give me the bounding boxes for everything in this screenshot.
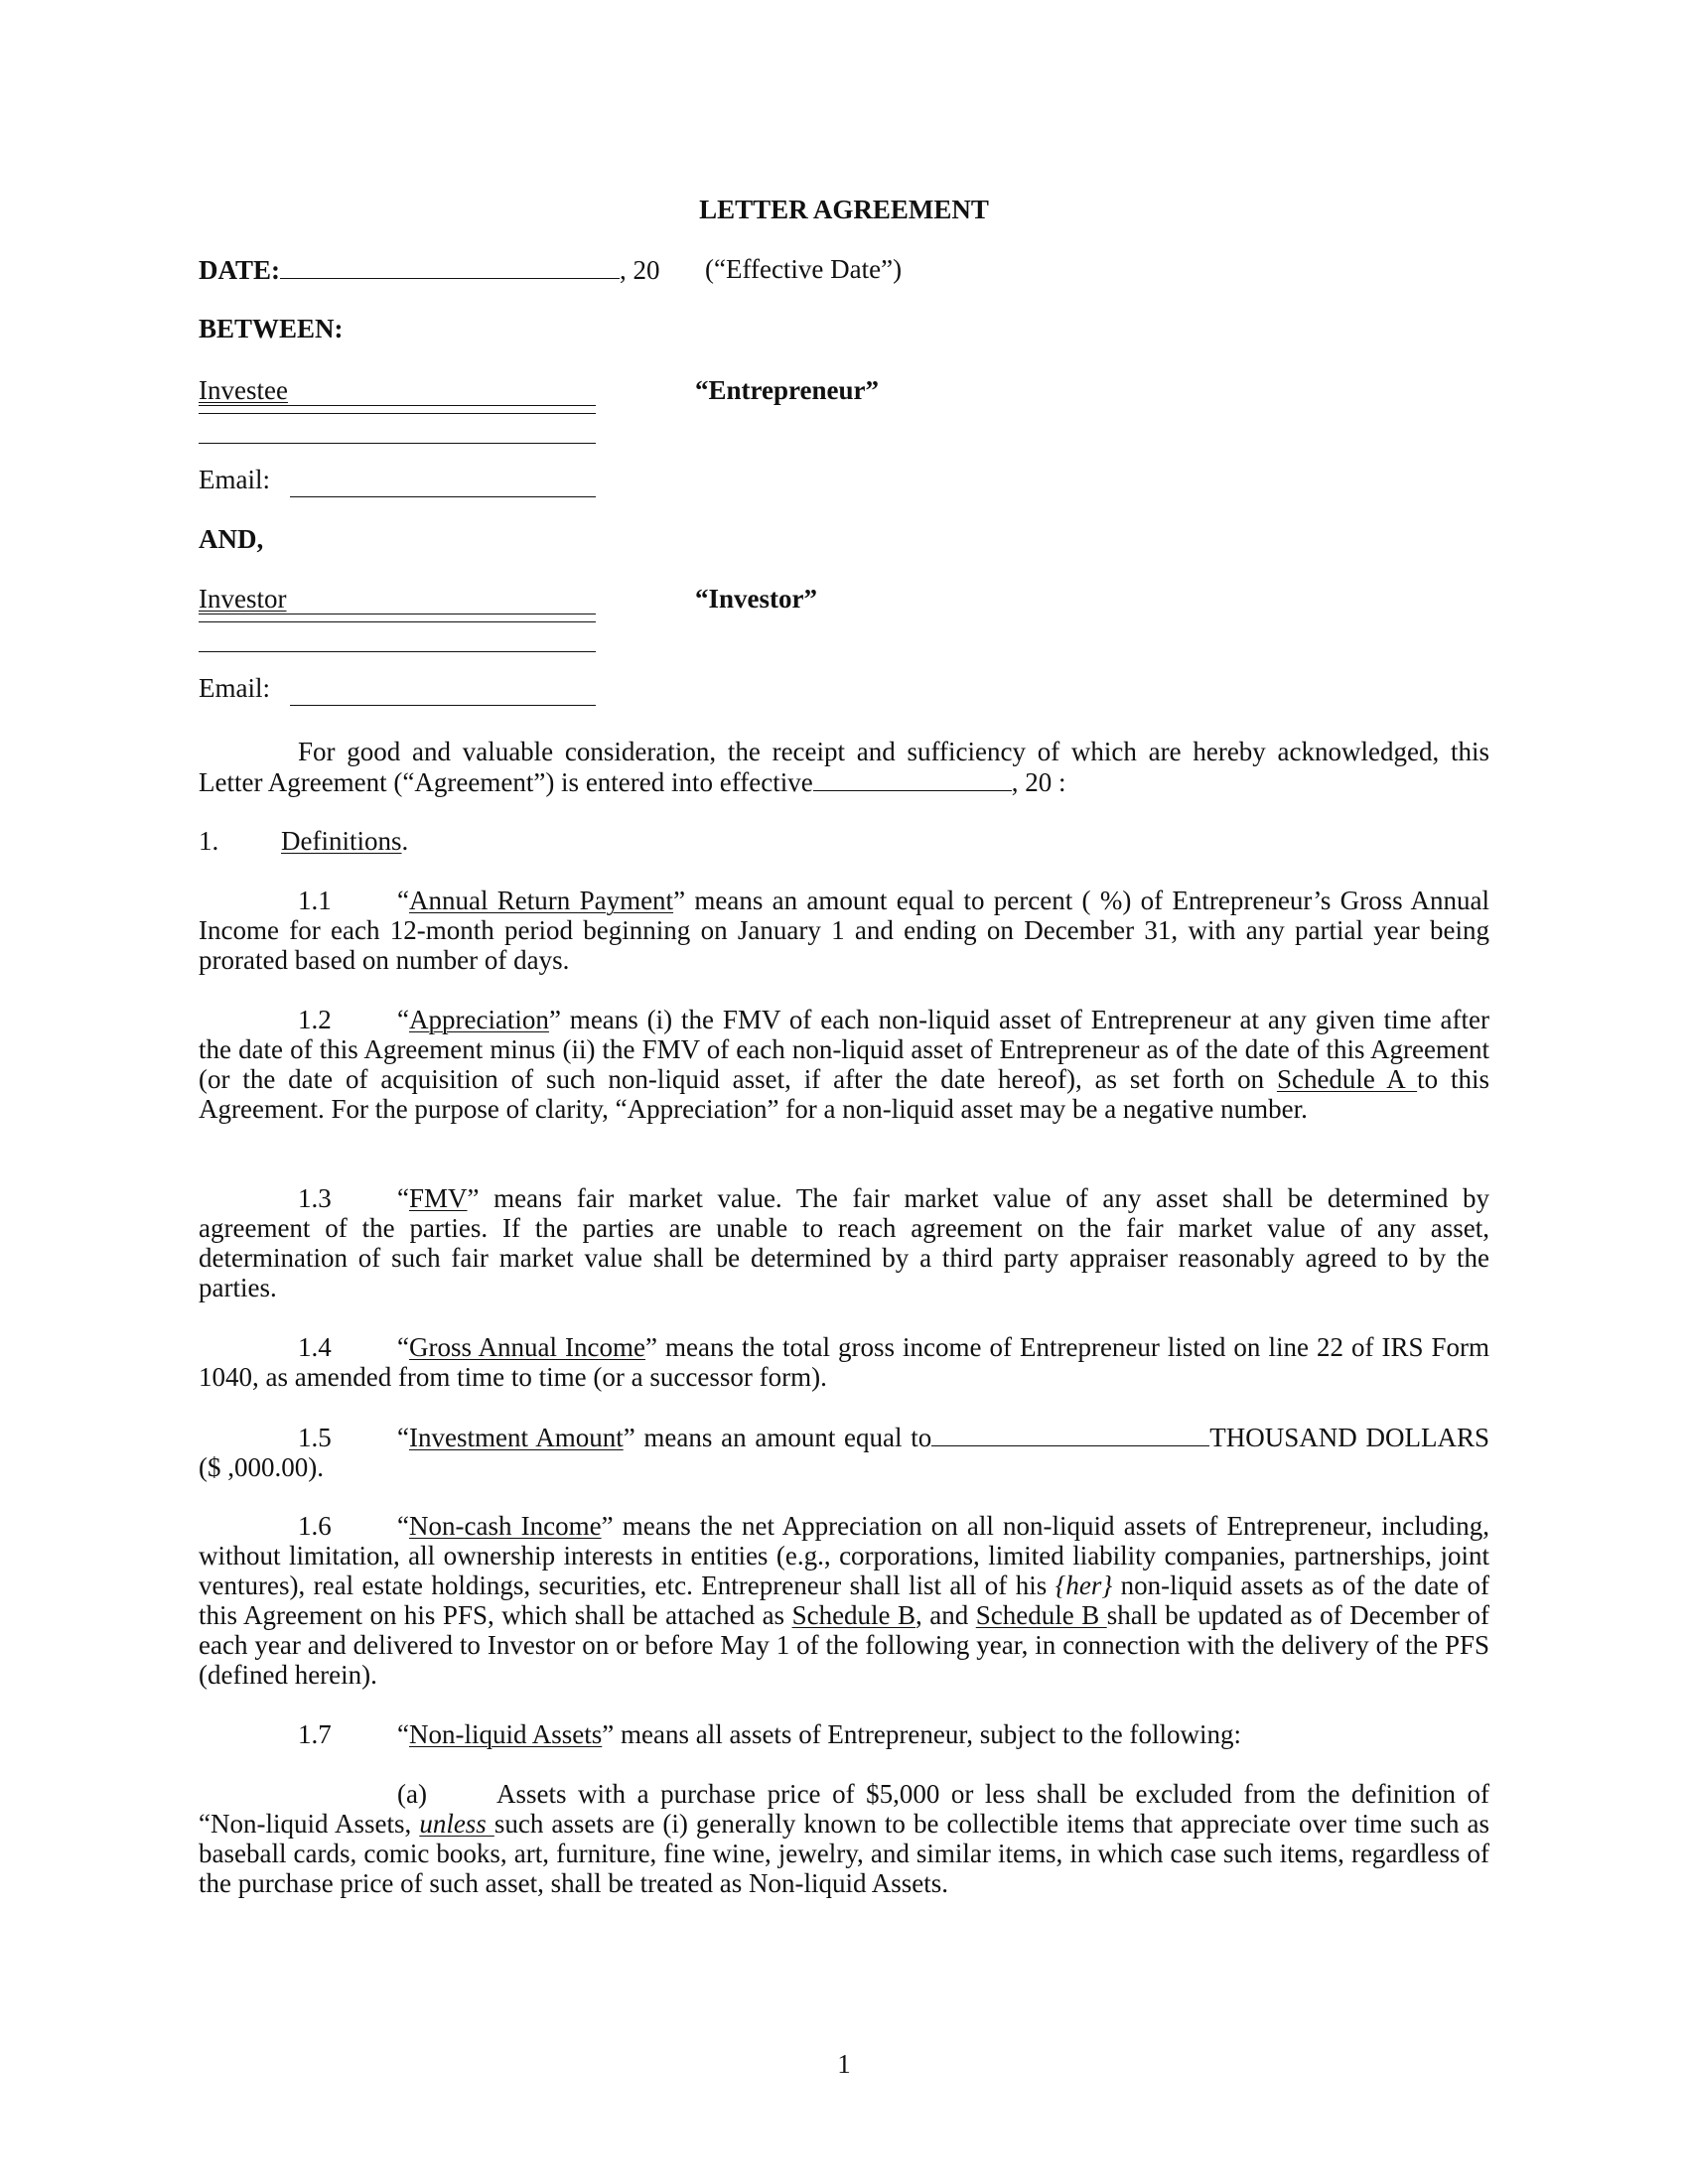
investor-name: Investor	[199, 584, 287, 614]
between-label: BETWEEN:	[199, 314, 344, 343]
date-label: DATE:	[199, 255, 281, 285]
entrepreneur-address-line-1[interactable]	[199, 413, 596, 414]
term-investment-amount: Investment Amount	[408, 1423, 624, 1452]
date-blank[interactable]	[280, 254, 620, 279]
investor-name-line[interactable]	[199, 584, 596, 614]
investment-amount-blank[interactable]	[931, 1422, 1209, 1446]
definition-1-7: 1.7 “Non-liquid Assets” means all assets of Entrepreneur, subject to the following:	[298, 1719, 1241, 1749]
entrepreneur-address-line-2[interactable]	[199, 443, 596, 444]
term-appreciation: Appreciation	[408, 1005, 549, 1034]
definition-1-6: 1.6 “Non-cash Income” means the net Appreciation on all non-liquid assets of Entrepreneur, including, without limitation, all ownership interests in entities (e.g., corporations, limited liability companies, partnerships, joint ventures), real estate holdings, securities, etc. Entrepreneur shall list all of his {her} non-liquid assets as of the date of this Agreement on his PFS, which shall be attached as Schedule B, and Schedule B shall be updated as of December of each year and delivered to Investor on or before May 1 of the following year, in connection with the delivery of the PFS (defined herein).	[199, 1511, 1489, 1690]
document-title: LETTER AGREEMENT	[699, 195, 989, 224]
definition-1-7-a: (a) Assets with a purchase price of $5,000 or less shall be excluded from the definition of “Non-liquid Assets, unless such assets are (i) generally known to be collectible items that appreciate over time such as baseball cards, comic books, art, furniture, fine wine, jewelry, and similar items, in which case such items, regardless of the purchase price of such asset, shall be treated as Non-liquid Assets.	[199, 1779, 1490, 1898]
investor-role: “Investor”	[695, 584, 817, 614]
definition-1-2: 1.2 “Appreciation” means (i) the FMV of each non-liquid asset of Entrepreneur at any given time after the date of this Agreement minus (ii) the FMV of each non-liquid asset of Entrepreneur as of the date of this Agreement (or the date of acquisition of such non-liquid asset, if after the date hereof), as set forth on Schedule A to this Agreement. For the purpose of clarity, “Appreciation” for a non-liquid asset may be a negative number.	[199, 1005, 1489, 1124]
definition-1-1: 1.1 “Annual Return Payment” means an amount equal to percent ( %) of Entrepreneur’s Gross Annual Income for each 12-month period beginning on January 1 and ending on December 31, with any partial year being prorated based on number of days.	[199, 886, 1489, 975]
entrepreneur-name: Investee	[199, 375, 288, 405]
intro-paragraph: For good and valuable consideration, the receipt and sufficiency of which are hereby acknowledged, this Letter Agreement (“Agreement”) is entered into effective , 20 :	[199, 737, 1489, 797]
schedule-b-reference: Schedule B	[791, 1600, 916, 1630]
her-placeholder: {her}	[1055, 1570, 1113, 1600]
effective-date-label: (“Effective Date”)	[705, 254, 903, 284]
effective-date-blank[interactable]	[813, 766, 1012, 791]
definition-1-3: 1.3 “FMV” means fair market value. The fair market value of any asset shall be determined by agreement of the parties. If the parties are unable to reach agreement on the fair market value of any asset, determination of such fair market value shall be determined by a third party appraiser reasonably agreed to by the parties.	[199, 1183, 1489, 1302]
term-annual-return-payment: Annual Return Payment	[408, 886, 674, 915]
term-gross-annual-income: Gross Annual Income	[408, 1332, 645, 1362]
definition-1-4: 1.4 “Gross Annual Income” means the total gross income of Entrepreneur listed on line 22 of IRS Form 1040, as amended from time to time (or a successor form).	[199, 1332, 1489, 1392]
definition-1-5: 1.5 “Investment Amount” means an amount equal to THOUSAND DOLLARS ($ ,000.00).	[199, 1423, 1490, 1482]
date-year: , 20	[620, 255, 660, 285]
and-label: AND,	[199, 524, 264, 554]
document-page	[199, 0, 1489, 2184]
term-fmv: FMV	[408, 1183, 468, 1213]
section-1-heading: 1. Definitions.	[199, 826, 409, 856]
term-non-cash-income: Non-cash Income	[408, 1511, 602, 1541]
entrepreneur-name-line[interactable]	[199, 375, 596, 406]
investor-address-line-1[interactable]	[199, 621, 596, 622]
unless-emphasis: unless	[419, 1809, 494, 1839]
entrepreneur-email-label: Email:	[199, 465, 270, 494]
entrepreneur-role: “Entrepreneur”	[695, 375, 879, 405]
investor-email-field[interactable]	[290, 675, 596, 706]
investor-address-line-2[interactable]	[199, 651, 596, 652]
date-line	[199, 254, 660, 285]
schedule-b-reference-2: Schedule B	[975, 1600, 1107, 1630]
investor-email-label: Email:	[199, 673, 270, 703]
term-non-liquid-assets: Non-liquid Assets	[408, 1719, 603, 1749]
entrepreneur-email-field[interactable]	[290, 467, 596, 497]
section-1-title: Definitions	[281, 826, 402, 856]
schedule-a-reference: Schedule A	[1276, 1064, 1418, 1094]
page-number: 1	[837, 2049, 851, 2079]
